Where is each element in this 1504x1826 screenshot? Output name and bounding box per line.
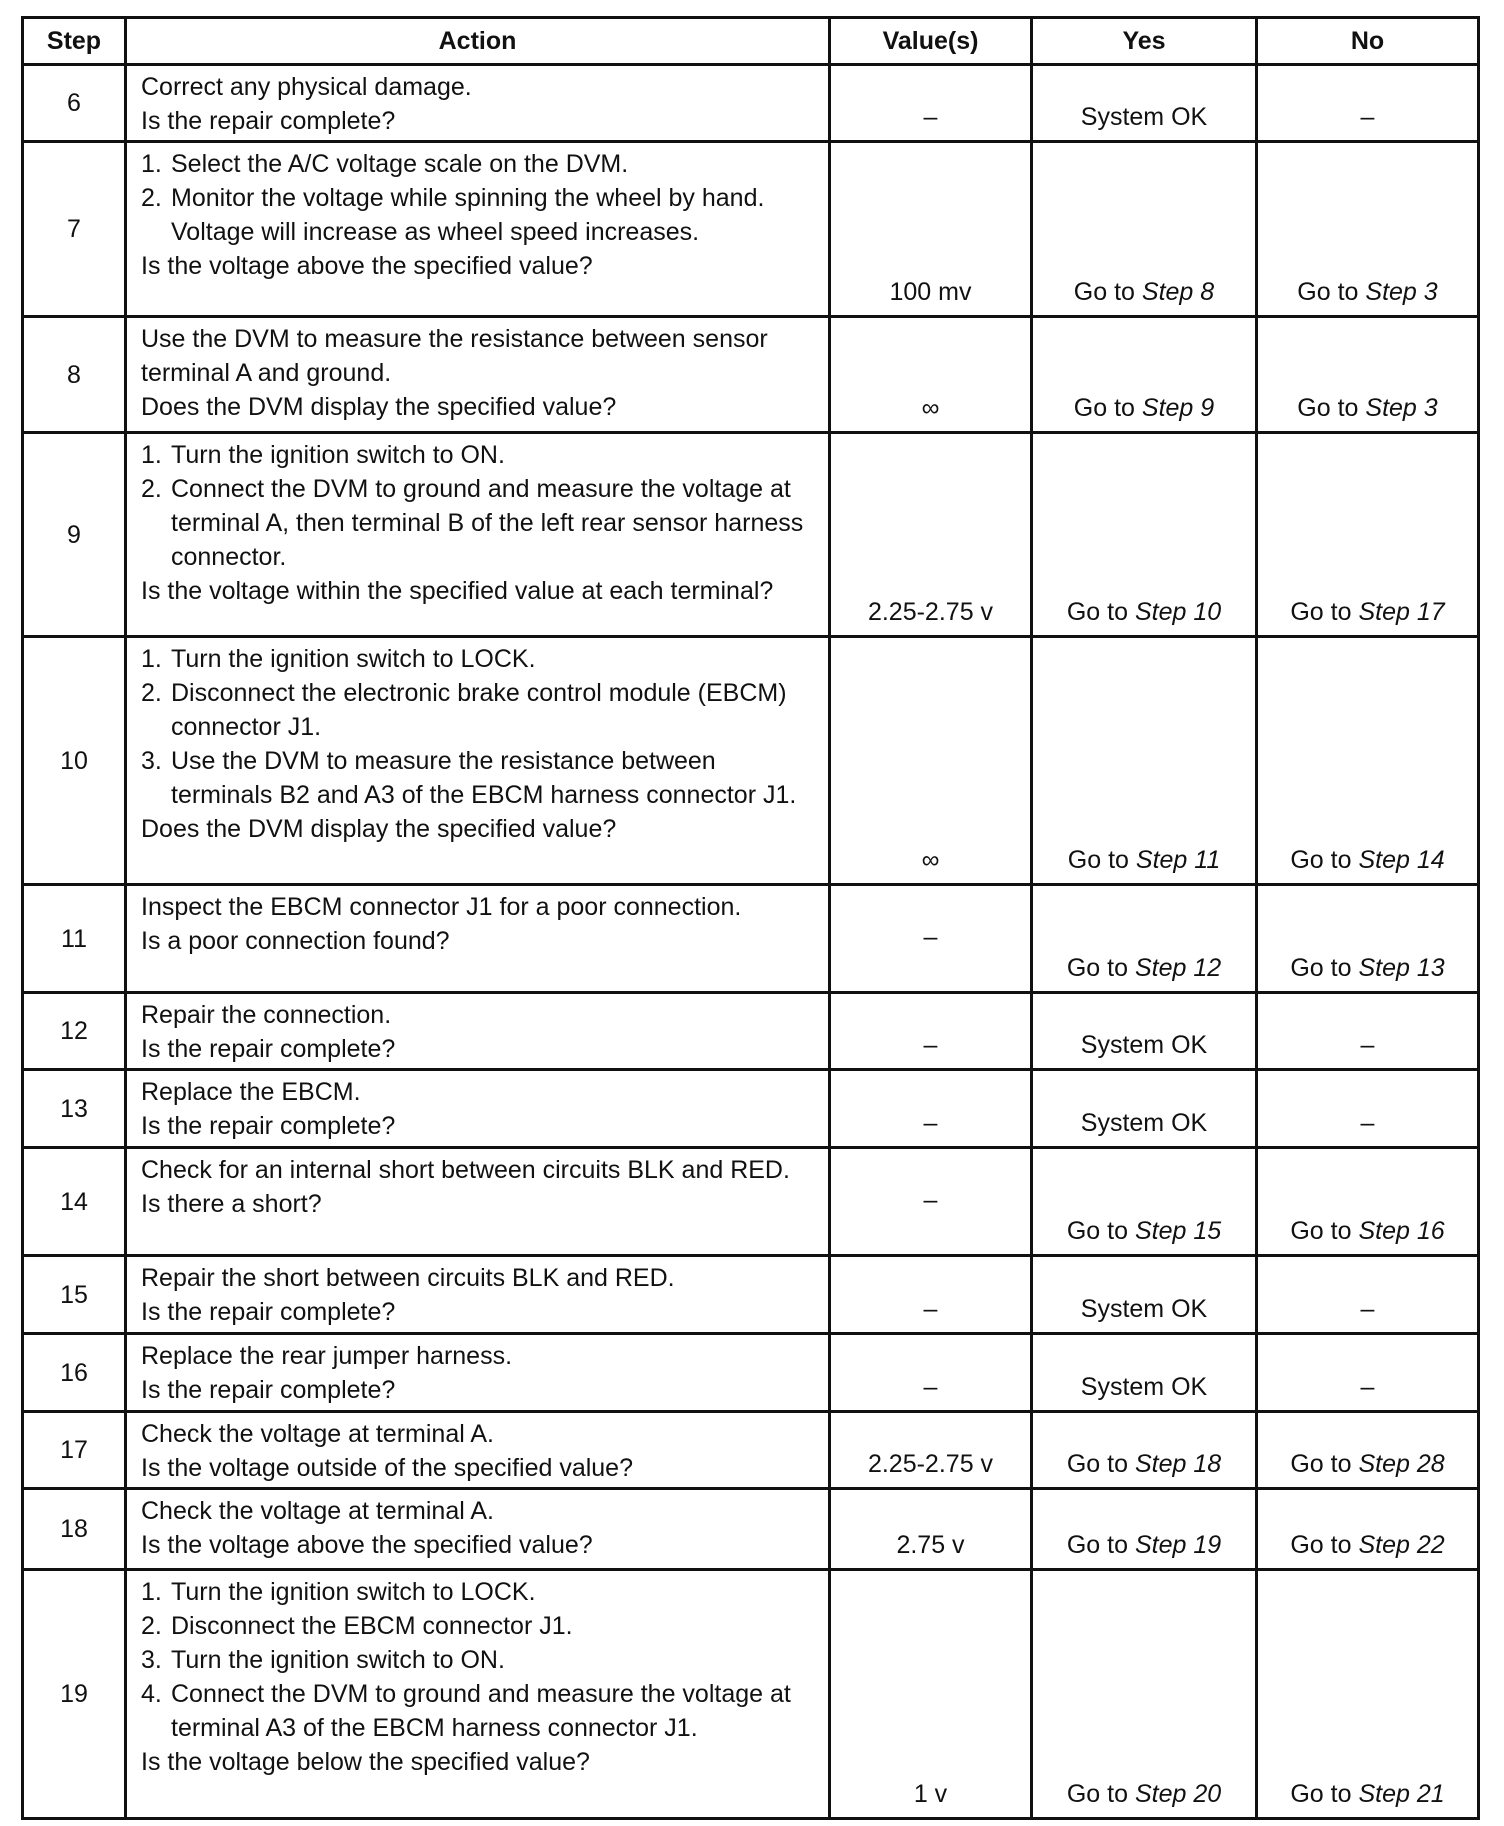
goto-prefix: Go to [1290, 954, 1352, 982]
action-numbered-item [141, 147, 814, 181]
action-question: Is the repair complete? [141, 107, 396, 135]
action-cell [126, 65, 830, 142]
action-cell [126, 1148, 830, 1256]
item-text: Turn the ignition switch to LOCK. [171, 645, 536, 673]
action-cell [126, 637, 830, 885]
step-number: 13 [23, 1070, 126, 1148]
action-cell [126, 1489, 830, 1570]
outcome-text: System OK [1080, 1295, 1208, 1323]
table-row [23, 993, 1479, 1070]
item-number: 2. [141, 184, 162, 212]
table-row [23, 637, 1479, 885]
goto-step: Step 19 [1134, 1531, 1222, 1559]
header-action: Action [126, 18, 830, 65]
yes-cell [1032, 637, 1257, 885]
value-cell: 2.25-2.75 v [830, 1412, 1032, 1489]
action-text: Correct any physical damage. [141, 73, 472, 101]
item-text: Turn the ignition switch to ON. [171, 1646, 505, 1674]
goto-prefix: Go to [1290, 1531, 1352, 1559]
no-cell [1257, 317, 1479, 433]
goto-prefix: Go to [1290, 598, 1352, 626]
goto-step: Step 14 [1358, 846, 1445, 874]
action-question: Is there a short? [141, 1190, 322, 1218]
action-text: Check for an internal short between circuits BLK and RED. [141, 1156, 790, 1184]
table-row [23, 1489, 1479, 1570]
goto-prefix: Go to [1290, 1780, 1352, 1808]
item-text: Select the A/C voltage scale on the DVM. [171, 150, 629, 178]
goto-prefix: Go to [1290, 1217, 1352, 1245]
yes-cell [1032, 433, 1257, 637]
header-yes: Yes [1032, 18, 1257, 65]
no-cell [1257, 1570, 1479, 1819]
value-cell: 2.25-2.75 v [830, 433, 1032, 637]
yes-cell [1032, 1148, 1257, 1256]
table-row [23, 1334, 1479, 1412]
no-cell [1257, 885, 1479, 993]
item-number: 1. [141, 645, 162, 673]
item-text: Connect the DVM to ground and measure the voltage at terminal A3 of the EBCM harness connector J1. [171, 1680, 791, 1742]
table-row [23, 1070, 1479, 1148]
no-cell [1257, 1412, 1479, 1489]
action-text: Inspect the EBCM connector J1 for a poor connection. [141, 893, 742, 921]
action-cell [126, 1070, 830, 1148]
action-question: Is the repair complete? [141, 1298, 396, 1326]
value-cell: 2.75 v [830, 1489, 1032, 1570]
goto-step: Step 15 [1134, 1217, 1222, 1245]
action-question: Is a poor connection found? [141, 927, 450, 955]
step-number: 10 [23, 637, 126, 885]
yes-cell [1032, 65, 1257, 142]
action-question: Is the repair complete? [141, 1112, 396, 1140]
outcome-text: System OK [1080, 103, 1208, 131]
no-cell [1257, 1334, 1479, 1412]
diagnostic-table [21, 16, 1480, 1820]
no-cell [1257, 1489, 1479, 1570]
step-number: 17 [23, 1412, 126, 1489]
action-numbered-item [141, 1677, 814, 1745]
value-cell: – [830, 885, 1032, 993]
action-cell [126, 317, 830, 433]
step-number: 15 [23, 1256, 126, 1334]
item-text: Disconnect the EBCM connector J1. [171, 1612, 573, 1640]
action-question: Does the DVM display the specified value? [141, 393, 617, 421]
header-step: Step [23, 18, 126, 65]
outcome-text: – [1360, 1373, 1375, 1401]
item-text: Connect the DVM to ground and measure the voltage at terminal A, then terminal B of the left rear sensor harness connector. [171, 475, 804, 571]
no-cell [1257, 1070, 1479, 1148]
no-cell [1257, 65, 1479, 142]
no-cell [1257, 142, 1479, 317]
action-cell [126, 993, 830, 1070]
action-numbered-item [141, 181, 814, 249]
value-cell: – [830, 993, 1032, 1070]
goto-prefix: Go to [1073, 278, 1135, 306]
goto-prefix: Go to [1066, 1531, 1128, 1559]
value-cell: 1 v [830, 1570, 1032, 1819]
action-numbered-item [141, 744, 814, 812]
action-cell [126, 1256, 830, 1334]
table-row [23, 1256, 1479, 1334]
item-text: Monitor the voltage while spinning the wheel by hand. Voltage will increase as wheel speed increases. [171, 184, 765, 246]
goto-prefix: Go to [1290, 1450, 1352, 1478]
table-body [23, 65, 1479, 1819]
action-text: Check the voltage at terminal A. [141, 1497, 494, 1525]
action-text: Repair the short between circuits BLK and RED. [141, 1264, 675, 1292]
goto-prefix: Go to [1067, 846, 1129, 874]
outcome-text: System OK [1080, 1031, 1208, 1059]
step-number: 14 [23, 1148, 126, 1256]
step-number: 12 [23, 993, 126, 1070]
step-number: 18 [23, 1489, 126, 1570]
action-cell [126, 1334, 830, 1412]
goto-step: Step 3 [1365, 278, 1438, 306]
action-numbered-item [141, 1609, 814, 1643]
action-text: Check the voltage at terminal A. [141, 1420, 494, 1448]
no-cell [1257, 993, 1479, 1070]
value-cell: – [830, 1148, 1032, 1256]
goto-prefix: Go to [1297, 278, 1359, 306]
table-row [23, 142, 1479, 317]
step-number: 19 [23, 1570, 126, 1819]
no-cell [1257, 637, 1479, 885]
yes-cell [1032, 1070, 1257, 1148]
goto-step: Step 11 [1135, 846, 1221, 874]
action-text: Replace the EBCM. [141, 1078, 361, 1106]
step-number: 9 [23, 433, 126, 637]
item-number: 1. [141, 1578, 162, 1606]
item-number: 1. [141, 441, 162, 469]
no-cell [1257, 433, 1479, 637]
goto-step: Step 9 [1141, 394, 1215, 422]
action-cell [126, 885, 830, 993]
goto-step: Step 16 [1358, 1217, 1445, 1245]
step-number: 16 [23, 1334, 126, 1412]
item-number: 2. [141, 1612, 162, 1640]
outcome-text: – [1360, 1031, 1375, 1059]
yes-cell [1032, 1334, 1257, 1412]
value-cell: ∞ [830, 637, 1032, 885]
goto-prefix: Go to [1066, 954, 1128, 982]
yes-cell [1032, 1412, 1257, 1489]
goto-prefix: Go to [1290, 846, 1352, 874]
outcome-text: – [1360, 1295, 1375, 1323]
step-number: 6 [23, 65, 126, 142]
item-text: Turn the ignition switch to LOCK. [171, 1578, 536, 1606]
action-text: Use the DVM to measure the resistance between sensor terminal A and ground. [141, 325, 768, 387]
item-text: Turn the ignition switch to ON. [171, 441, 505, 469]
goto-prefix: Go to [1066, 598, 1128, 626]
item-number: 1. [141, 150, 162, 178]
yes-cell [1032, 993, 1257, 1070]
value-cell: ∞ [830, 317, 1032, 433]
action-question: Is the repair complete? [141, 1376, 396, 1404]
action-question: Is the voltage below the specified value? [141, 1748, 590, 1776]
action-cell [126, 142, 830, 317]
goto-step: Step 10 [1134, 598, 1222, 626]
header-values: Value(s) [830, 18, 1032, 65]
action-text: Repair the connection. [141, 1001, 392, 1029]
no-cell [1257, 1256, 1479, 1334]
action-question: Is the repair complete? [141, 1035, 396, 1063]
action-question: Does the DVM display the specified value? [141, 815, 617, 843]
yes-cell [1032, 885, 1257, 993]
value-cell: – [830, 1334, 1032, 1412]
action-question: Is the voltage above the specified value? [141, 1531, 593, 1559]
table-row [23, 433, 1479, 637]
goto-step: Step 28 [1358, 1450, 1445, 1478]
action-cell [126, 1412, 830, 1489]
goto-step: Step 3 [1365, 394, 1438, 422]
value-cell: – [830, 65, 1032, 142]
table-row [23, 317, 1479, 433]
goto-prefix: Go to [1066, 1450, 1128, 1478]
value-cell: 100 mv [830, 142, 1032, 317]
outcome-text: System OK [1080, 1373, 1208, 1401]
action-numbered-item [141, 472, 814, 574]
goto-prefix: Go to [1066, 1780, 1128, 1808]
goto-step: Step 22 [1358, 1531, 1445, 1559]
action-numbered-item [141, 676, 814, 744]
goto-prefix: Go to [1073, 394, 1135, 422]
outcome-text: – [1360, 103, 1375, 131]
outcome-text: System OK [1080, 1109, 1208, 1137]
no-cell [1257, 1148, 1479, 1256]
item-text: Disconnect the electronic brake control module (EBCM) connector J1. [171, 679, 787, 741]
table-row [23, 1412, 1479, 1489]
item-number: 2. [141, 475, 162, 503]
action-cell [126, 433, 830, 637]
item-number: 3. [141, 747, 162, 775]
table-row [23, 885, 1479, 993]
yes-cell [1032, 1570, 1257, 1819]
action-cell [126, 1570, 830, 1819]
step-number: 11 [23, 885, 126, 993]
goto-step: Step 20 [1134, 1780, 1222, 1808]
table-row [23, 1570, 1479, 1819]
yes-cell [1032, 142, 1257, 317]
goto-prefix: Go to [1297, 394, 1359, 422]
goto-step: Step 18 [1134, 1450, 1222, 1478]
action-numbered-item [141, 1575, 814, 1609]
table-row [23, 65, 1479, 142]
yes-cell [1032, 317, 1257, 433]
goto-step: Step 8 [1141, 278, 1215, 306]
action-question: Is the voltage within the specified value at each terminal? [141, 577, 774, 605]
goto-step: Step 17 [1358, 598, 1445, 626]
outcome-text: – [1360, 1109, 1375, 1137]
yes-cell [1032, 1489, 1257, 1570]
action-numbered-item [141, 642, 814, 676]
item-number: 4. [141, 1680, 162, 1708]
action-question: Is the voltage above the specified value? [141, 252, 593, 280]
goto-prefix: Go to [1066, 1217, 1128, 1245]
item-number: 3. [141, 1646, 162, 1674]
item-number: 2. [141, 679, 162, 707]
goto-step: Step 12 [1134, 954, 1222, 982]
value-cell: – [830, 1256, 1032, 1334]
yes-cell [1032, 1256, 1257, 1334]
action-numbered-item [141, 438, 814, 472]
goto-step: Step 21 [1358, 1780, 1445, 1808]
value-cell: – [830, 1070, 1032, 1148]
action-numbered-item [141, 1643, 814, 1677]
table-row [23, 1148, 1479, 1256]
header-no: No [1257, 18, 1479, 65]
action-question: Is the voltage outside of the specified value? [141, 1454, 633, 1482]
header-row [23, 18, 1479, 65]
item-text: Use the DVM to measure the resistance between terminals B2 and A3 of the EBCM harness connector J1. [171, 747, 797, 809]
goto-step: Step 13 [1358, 954, 1445, 982]
action-text: Replace the rear jumper harness. [141, 1342, 513, 1370]
step-number: 8 [23, 317, 126, 433]
step-number: 7 [23, 142, 126, 317]
